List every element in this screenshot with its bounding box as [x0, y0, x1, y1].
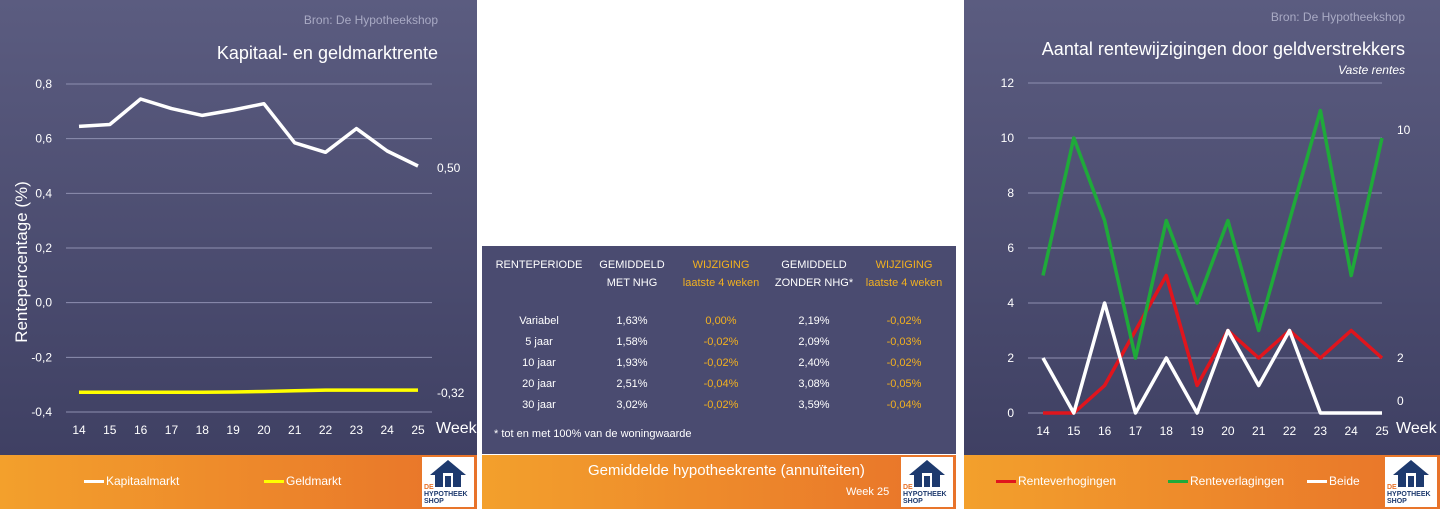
cell-rate-no-nhg: 2,09% — [798, 335, 830, 348]
header-line: laatste 4 weken — [865, 277, 943, 289]
right-axis-label-10: 10 — [1397, 123, 1411, 137]
chart-subtitle: Vaste rentes — [1338, 63, 1405, 77]
cell-change-no-nhg: -0,02% — [886, 356, 922, 369]
legend-swatch — [1168, 480, 1188, 483]
x-tick-label: 14 — [72, 423, 86, 437]
x-tick-label: 25 — [1375, 424, 1389, 438]
cell-rate-no-nhg: 3,08% — [798, 377, 830, 390]
table-footnote: * tot en met 100% van de woningwaarde — [494, 428, 692, 440]
legend-geldmarkt — [264, 474, 341, 488]
chart-title: Aantal rentewijzigingen door geldverstrekkers — [1041, 39, 1405, 59]
cell-period: 5 jaar — [525, 335, 553, 348]
y-tick-label: 4 — [1007, 296, 1014, 310]
y-tick-label: 0,0 — [35, 295, 52, 310]
table-header-row — [486, 256, 950, 296]
legend-beide — [1307, 474, 1360, 488]
table-row — [486, 310, 950, 331]
x-tick-label: 17 — [164, 423, 179, 437]
logo-word-de: DE — [903, 484, 913, 491]
header-line: WIJZIGING — [692, 259, 750, 271]
source-label: Bron: De Hypotheekshop — [1270, 10, 1405, 24]
y-tick-label: 6 — [1007, 241, 1014, 255]
x-axis-label: Week — [1396, 420, 1437, 437]
y-axis-ticks — [31, 77, 52, 419]
grid-lines — [66, 84, 432, 412]
hypotheekshop-logo — [1385, 457, 1437, 507]
cell-rate-nhg: 3,02% — [616, 398, 648, 411]
x-axis-label: Week — [436, 420, 477, 437]
y-axis-ticks — [1001, 76, 1015, 420]
cell-rate-no-nhg: 3,59% — [798, 398, 830, 411]
rate-changes-line-chart — [964, 0, 1440, 455]
col-header-gem-met-nhg — [592, 256, 672, 296]
series-line-kapitaalmarkt — [79, 99, 418, 166]
table-title: Gemiddelde hypotheekrente (annuïteiten) — [588, 462, 865, 479]
source-label: Bron: De Hypotheekshop — [303, 13, 438, 27]
cell-change-nhg: -0,02% — [703, 398, 739, 411]
x-tick-label: 16 — [1097, 424, 1112, 438]
legend-label: Renteverlagingen — [1190, 474, 1285, 488]
col-header-gem-zonder-nhg — [770, 256, 858, 296]
table-row — [486, 373, 950, 394]
table-row — [486, 331, 950, 352]
legend-label: Kapitaalmarkt — [106, 474, 180, 488]
legend-swatch — [1307, 480, 1327, 483]
header-line: ZONDER NHG* — [774, 277, 854, 289]
x-axis-ticks — [72, 423, 425, 437]
y-tick-label: 10 — [1000, 131, 1014, 145]
x-tick-label: 15 — [103, 423, 117, 437]
col-header-wijziging-2 — [858, 256, 950, 296]
x-tick-label: 18 — [1159, 424, 1173, 438]
legend-swatch — [84, 480, 104, 483]
header-line: RENTEPERIODE — [495, 259, 583, 271]
logo-word-shop: SHOP — [424, 498, 444, 505]
x-tick-label: 23 — [349, 423, 364, 437]
hypotheekshop-logo — [901, 457, 953, 507]
y-tick-label: 8 — [1007, 186, 1014, 200]
cell-change-no-nhg: -0,03% — [886, 335, 922, 348]
x-tick-label: 23 — [1313, 424, 1328, 438]
logo-word-shop: SHOP — [1387, 498, 1407, 505]
table-row — [486, 394, 950, 415]
cell-rate-nhg: 1,63% — [616, 314, 648, 327]
series-line-geldmarkt — [79, 390, 418, 392]
cell-rate-nhg: 1,93% — [616, 356, 648, 369]
chart-title: Kapitaal- en geldmarktrente — [216, 43, 438, 63]
legend-swatch — [996, 480, 1016, 483]
y-tick-label: 0,4 — [35, 186, 52, 201]
x-tick-label: 17 — [1128, 424, 1143, 438]
y-axis-label: Rentepercentage (%) — [12, 181, 31, 343]
cell-change-no-nhg: -0,05% — [886, 377, 922, 390]
logo-word-de: DE — [424, 484, 434, 491]
logo-word-hypotheek: HYPOTHEEK — [424, 491, 468, 498]
x-tick-label: 16 — [133, 423, 148, 437]
cell-period: 20 jaar — [522, 377, 556, 390]
x-tick-label: 24 — [380, 423, 394, 437]
y-tick-label: 0,2 — [35, 241, 52, 255]
y-tick-label: -0,4 — [31, 405, 52, 419]
header-line: GEMIDDELD — [599, 259, 665, 271]
right-axis-label-0: 0 — [1397, 394, 1404, 408]
logo-word-shop: SHOP — [903, 498, 923, 505]
series-lines — [79, 99, 418, 392]
x-tick-label: 24 — [1344, 424, 1358, 438]
left-footer — [0, 455, 477, 509]
cell-period: 30 jaar — [522, 398, 556, 411]
legend-label: Geldmarkt — [286, 474, 342, 488]
cell-rate-no-nhg: 2,19% — [798, 314, 830, 327]
logo-word-hypotheek: HYPOTHEEK — [903, 491, 947, 498]
table-row — [486, 352, 950, 373]
cell-change-no-nhg: -0,02% — [886, 314, 922, 327]
header-line: MET NHG — [606, 277, 658, 289]
y-tick-label: 0,6 — [35, 131, 52, 146]
col-header-renteperiode — [486, 256, 592, 296]
cell-period: Variabel — [519, 314, 559, 327]
x-tick-label: 19 — [1190, 424, 1204, 438]
series-line-renteverlagingen — [1043, 111, 1382, 359]
header-line: GEMIDDELD — [781, 259, 847, 271]
logo-word-de: DE — [1387, 484, 1397, 491]
x-tick-label: 20 — [257, 423, 271, 437]
cell-period: 10 jaar — [522, 356, 556, 369]
header-line: laatste 4 weken — [682, 277, 760, 289]
x-tick-label: 18 — [195, 423, 209, 437]
x-tick-label: 21 — [1252, 424, 1266, 438]
y-tick-label: 0,8 — [35, 77, 52, 91]
hypotheekshop-logo — [422, 457, 474, 507]
end-label-geldmarkt: -0,32 — [437, 386, 465, 400]
col-header-wijziging-1 — [672, 256, 770, 296]
cell-rate-nhg: 2,51% — [616, 377, 648, 390]
legend-renteverlagingen — [1168, 474, 1284, 488]
logo-word-hypotheek: HYPOTHEEK — [1387, 491, 1431, 498]
cell-change-nhg: 0,00% — [705, 314, 737, 327]
rate-line-chart — [0, 0, 477, 455]
cell-change-nhg: -0,02% — [703, 356, 739, 369]
y-tick-label: 0 — [1007, 406, 1014, 420]
series-lines — [1043, 111, 1382, 414]
cell-change-no-nhg: -0,04% — [886, 398, 922, 411]
rate-changes-panel — [964, 0, 1440, 455]
cell-rate-no-nhg: 2,40% — [798, 356, 830, 369]
x-tick-label: 21 — [288, 423, 302, 437]
header-line: WIJZIGING — [875, 259, 933, 271]
end-label-kapitaalmarkt: 0,50 — [437, 161, 461, 175]
capital-money-market-panel — [0, 0, 477, 455]
x-tick-label: 14 — [1036, 424, 1050, 438]
grid-lines — [1028, 83, 1382, 413]
legend-swatch — [264, 480, 284, 483]
mortgage-rate-table — [486, 256, 950, 415]
y-tick-label: 12 — [1000, 76, 1014, 90]
x-tick-label: 22 — [318, 423, 333, 437]
x-tick-label: 22 — [1282, 424, 1297, 438]
legend-kapitaalmarkt — [84, 474, 179, 488]
x-tick-label: 25 — [411, 423, 425, 437]
x-axis-ticks — [1036, 424, 1389, 438]
y-tick-label: -0,2 — [31, 350, 52, 365]
cell-rate-nhg: 1,58% — [616, 335, 648, 348]
x-tick-label: 19 — [226, 423, 240, 437]
y-tick-label: 2 — [1007, 351, 1014, 365]
x-tick-label: 20 — [1221, 424, 1235, 438]
x-tick-label: 15 — [1067, 424, 1081, 438]
legend-label: Beide — [1329, 474, 1360, 488]
table-week: Week 25 — [846, 486, 890, 498]
cell-change-nhg: -0,02% — [703, 335, 739, 348]
legend-renteverhogingen — [996, 474, 1116, 488]
right-axis-label-2: 2 — [1397, 351, 1404, 365]
legend-label: Renteverhogingen — [1018, 474, 1117, 488]
cell-change-nhg: -0,04% — [703, 377, 739, 390]
